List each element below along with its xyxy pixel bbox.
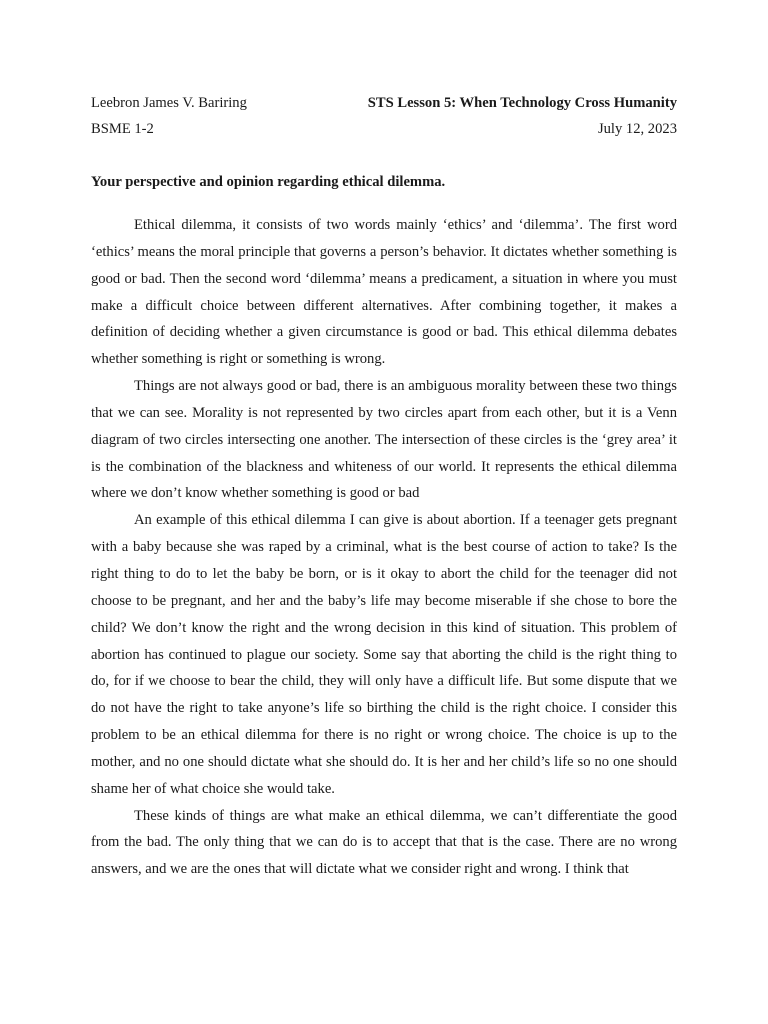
- essay-body: [91, 212, 677, 883]
- lesson-title: STS Lesson 5: When Technology Cross Humanity: [367, 95, 677, 111]
- document-date: July 12, 2023: [597, 121, 677, 137]
- author-name: Leebron James V. Bariring: [91, 95, 247, 111]
- essay-paragraph-3: An example of this ethical dilemma I can give is about abortion. If a teenager gets pregnant with a baby because she was raped by a criminal, what is the best course of action to take? Is the right thing to do to let the baby be born, or is it okay to abort the child for the teenager did not choose to be pregnant, and her and the baby’s life may become miserable if she chose to bore the child? We don’t know the right and the wrong decision in this kind of situation. This problem of abortion has continued to plague our society. Some say that aborting the child is the right thing to do, for if we choose to bear the child, they will only have a difficult life. But some dispute that we do not have the right to take anyone’s life so birthing the child is the right choice. I consider this problem to be an ethical dilemma for there is no right or wrong choice. The choice is up to the mother, and no one should dictate what she should do. It is her and her child’s life so no one should shame her of what choice she would take.: [91, 512, 677, 797]
- header-row-2: [91, 121, 677, 138]
- section-label: BSME 1-2: [91, 121, 154, 137]
- essay-paragraph-4: These kinds of things are what make an ethical dilemma, we can’t differentiate the good from the bad. The only thing that we can do is to accept that that is the case. There are no wrong answers, and we are the ones that will dictate what we consider right and wrong. I think that: [91, 807, 677, 878]
- header-row-1: [91, 95, 677, 112]
- question-heading: Your perspective and opinion regarding ethical dilemma.: [91, 174, 446, 190]
- essay-paragraph-2: Things are not always good or bad, there is an ambiguous morality between these two things that we can see. Morality is not represented by two circles apart from each other, but it is a Venn diagram of two circles intersecting one another. The intersection of these circles is the ‘grey area’ it is the combination of the blackness and whiteness of our world. It represents the ethical dilemma where we don’t know whether something is good or bad: [91, 378, 677, 502]
- essay-paragraph-1: Ethical dilemma, it consists of two words mainly ‘ethics’ and ‘dilemma’. The first word ‘ethics’ means the moral principle that governs a person’s behavior. It dictates whether something is good or bad. Then the second word ‘dilemma’ means a predicament, a situation in where you must make a difficult choice between different alternatives. After combining together, it makes a definition of deciding whether a given circumstance is good or bad. This ethical dilemma debates whether something is right or something is wrong.: [91, 217, 677, 368]
